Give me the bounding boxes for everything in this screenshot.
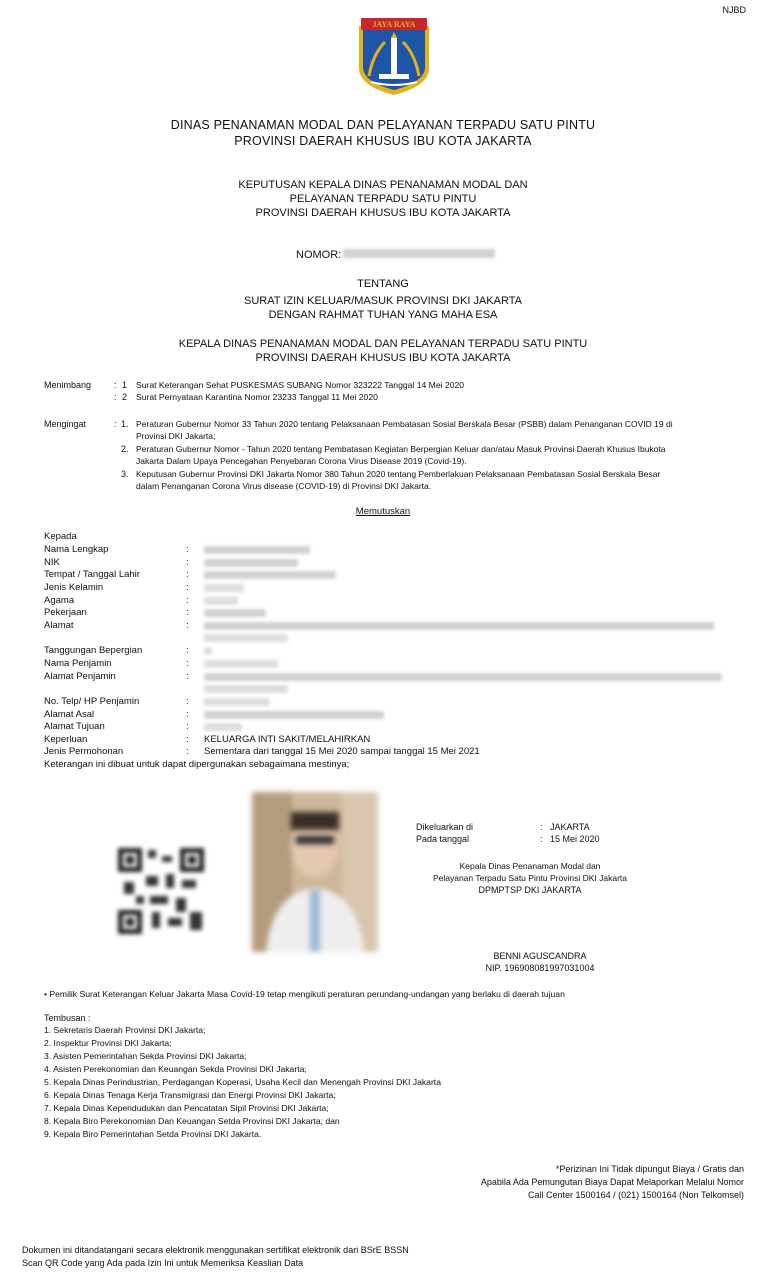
mengingat-colon: : bbox=[114, 419, 117, 429]
label-telp-penjamin: No. Telp/ HP Penjamin bbox=[44, 696, 140, 707]
colon-nama-penjamin: : bbox=[186, 658, 189, 669]
redacted-nomor bbox=[343, 249, 495, 258]
signatory-line2: Pelayanan Terpadu Satu Pintu Provinsi DKI Jakarta bbox=[432, 873, 628, 883]
redacted-nama bbox=[204, 546, 310, 554]
tentang-line1: SURAT IZIN KELUAR/MASUK PROVINSI DKI JAKARTA bbox=[244, 295, 522, 307]
mengingat-item-1-line2: Provinsi DKI Jakarta; bbox=[136, 431, 216, 441]
menimbang-item-1: Surat Keterangan Sehat PUSKESMAS SUBANG Nomor 323222 Tanggal 14 Mei 2020 bbox=[136, 380, 465, 390]
label-keperluan: Keperluan bbox=[44, 734, 88, 745]
tembusan-item-4: 4. Asisten Perekonomian dan Keuangan Sekda Provinsi DKI Jakarta; bbox=[44, 1064, 307, 1074]
value-keperluan: KELUARGA INTI SAKIT/MELAHIRKAN bbox=[204, 734, 371, 745]
redacted-jk bbox=[204, 584, 244, 592]
label-jenis-kelamin: Jenis Kelamin bbox=[44, 582, 104, 593]
redacted-pekerjaan bbox=[204, 609, 266, 617]
mengingat-num-2: 2. bbox=[121, 444, 129, 454]
colon-jk: : bbox=[186, 582, 189, 593]
colon-nik: : bbox=[186, 557, 189, 568]
issued-date-label: Pada tanggal bbox=[416, 834, 470, 844]
signatory-line1: Kepala Dinas Penanaman Modal dan bbox=[459, 861, 601, 871]
kepada-label: Kepada bbox=[44, 531, 77, 542]
redacted-nik bbox=[204, 559, 298, 567]
label-pekerjaan: Pekerjaan bbox=[44, 607, 87, 618]
issued-place-label: Dikeluarkan di bbox=[416, 822, 474, 832]
tentang-label: TENTANG bbox=[357, 278, 409, 290]
signatory-nip: NIP. 196908081997031004 bbox=[485, 963, 595, 973]
redacted-tanggungan bbox=[204, 647, 212, 655]
colon-alamat-asal: : bbox=[186, 709, 189, 720]
jakarta-emblem-logo bbox=[355, 16, 433, 96]
colon-keperluan: : bbox=[186, 734, 189, 745]
menimbang-num-1: 1 bbox=[122, 380, 128, 390]
label-alamat: Alamat bbox=[44, 620, 74, 631]
mengingat-item-3-line1: Keputusan Gubernur Provinsi DKI Jakarta Nomor 380 Tahun 2020 tentang Pemberlakuan Pelaksanaan Pembatasan Sosial Berskala Besar bbox=[136, 469, 661, 479]
redacted-agama bbox=[204, 597, 238, 605]
kepala-line1: KEPALA DINAS PENANAMAN MODAL DAN PELAYANAN TERPADU SATU PINTU bbox=[178, 338, 588, 350]
applicant-photo bbox=[252, 792, 378, 952]
footer-esign-line2: Scan QR Code yang Ada pada Izin Ini untuk Memeriksa Keaslian Data bbox=[22, 1258, 304, 1268]
redacted-alamat-tujuan bbox=[204, 723, 242, 731]
mengingat-label: Mengingat bbox=[44, 419, 87, 429]
tembusan-item-6: 6. Kepala Dinas Tenaga Kerja Transmigrasi dan Energi Provinsi DKI Jakarta; bbox=[44, 1090, 336, 1100]
tembusan-item-7: 7. Kepala Dinas Kependudukan dan Pencatatan Sipil Provinsi DKI Jakarta; bbox=[44, 1103, 329, 1113]
menimbang-num-2: 2 bbox=[122, 392, 128, 402]
tembusan-label: Tembusan : bbox=[44, 1013, 91, 1023]
menimbang-item-2: Surat Pernyataan Karantina Nomor 23233 Tanggal 11 Mei 2020 bbox=[136, 392, 378, 402]
tembusan-item-3: 3. Asisten Pemerintahan Sekda Provinsi DKI Jakarta; bbox=[44, 1051, 247, 1061]
colon-alamat-tujuan: : bbox=[186, 721, 189, 732]
label-ttl: Tempat / Tanggal Lahir bbox=[44, 569, 140, 580]
mengingat-item-2-line1: Peraturan Gubernur Nomor - Tahun 2020 tentang Pembatasan Kegiatan Berpergian Keluar dan/atau Masuk Provinsi Daerah Khusus Ibukota bbox=[136, 444, 666, 454]
menimbang-colon: : bbox=[114, 380, 117, 390]
agency-name-line1: DINAS PENANAMAN MODAL DAN PELAYANAN TERPADU SATU PINTU bbox=[170, 118, 596, 132]
document-code: NJBD bbox=[722, 5, 746, 15]
redacted-ttl bbox=[204, 571, 336, 579]
label-nama-penjamin: Nama Penjamin bbox=[44, 658, 112, 669]
mengingat-num-3: 3. bbox=[121, 469, 129, 479]
colon-agama: : bbox=[186, 595, 189, 606]
menimbang-label: Menimbang bbox=[44, 380, 92, 390]
label-nama-lengkap: Nama Lengkap bbox=[44, 544, 109, 555]
redacted-alamat-asal bbox=[204, 711, 384, 719]
tentang-line2: DENGAN RAHMAT TUHAN YANG MAHA ESA bbox=[268, 309, 498, 321]
svg-text:JAYA RAYA: JAYA RAYA bbox=[372, 20, 416, 29]
colon-tanggungan: : bbox=[186, 645, 189, 656]
decision-title-line2: PELAYANAN TERPADU SATU PINTU bbox=[289, 193, 477, 205]
colon-jenis-permohonan: : bbox=[186, 746, 189, 757]
agency-name-line2: PROVINSI DAERAH KHUSUS IBU KOTA JAKARTA bbox=[234, 134, 532, 148]
value-jenis-permohonan: Sementara dari tanggal 15 Mei 2020 sampai tanggal 15 Mei 2021 bbox=[204, 746, 480, 757]
colon-alamat-penjamin: : bbox=[186, 671, 189, 682]
bullet-note: • Pemilik Surat Keterangan Keluar Jakarta Masa Covid-19 tetap mengikuti peraturan perundang-undangan yang berlaku di daerah tujuan bbox=[44, 989, 565, 999]
mengingat-item-1-line1: Peraturan Gubernur Nomor 33 Tahun 2020 tentang Pelaksanaan Pembatasan Sosial Berskala Besar (PSBB) dalam Penanganan COVID 19 di bbox=[136, 419, 673, 429]
decision-title-line3: PROVINSI DAERAH KHUSUS IBU KOTA JAKARTA bbox=[255, 207, 511, 219]
nomor-label: NOMOR: bbox=[296, 249, 342, 261]
tembusan-item-5: 5. Kepala Dinas Perindustrian, Perdagangan Koperasi, Usaha Kecil dan Menengah Provinsi DKI Jakarta bbox=[44, 1077, 441, 1087]
mengingat-item-3-line2: dalam Penanganan Corona Virus disease (COVID-19) di Provinsi DKI Jakarta. bbox=[136, 481, 432, 491]
label-alamat-asal: Alamat Asal bbox=[44, 709, 95, 720]
redacted-alamat-penjamin-line1 bbox=[204, 673, 722, 681]
signatory-name: BENNI AGUSCANDRA bbox=[493, 951, 587, 961]
tembusan-item-1: 1. Sekretaris Daerah Provinsi DKI Jakarta; bbox=[44, 1025, 206, 1035]
issued-date-value: 15 Mei 2020 bbox=[550, 834, 600, 844]
mengingat-item-2-line2: Jakarta Dalam Upaya Pencegahan Penyebaran Corona Virus Disease 2019 (Covid-19). bbox=[136, 456, 467, 466]
label-nik: NIK bbox=[44, 557, 60, 568]
colon-ttl: : bbox=[186, 569, 189, 580]
fee-notice-line2: Apabila Ada Pemungutan Biaya Dapat Melaporkan Melalui Nomor bbox=[480, 1177, 744, 1187]
footer-esign-line1: Dokumen ini ditandatangani secara elektronik menggunakan sertifikat elektronik dari BSrE BSSN bbox=[22, 1245, 409, 1255]
colon-pekerjaan: : bbox=[186, 607, 189, 618]
qr-code bbox=[116, 846, 206, 936]
tembusan-item-8: 8. Kepala Biro Perekonomian Dan Keuangan Setda Provinsi DKI Jakarta; dan bbox=[44, 1116, 340, 1126]
decision-title-line1: KEPUTUSAN KEPALA DINAS PENANAMAN MODAL DAN bbox=[238, 179, 528, 191]
menimbang-colon-2: : bbox=[114, 392, 117, 402]
keterangan-text: Keterangan ini dibuat untuk dapat dipergunakan sebagaimana mestinya; bbox=[44, 759, 350, 770]
fee-notice-line1: *Perizinan Ini Tidak dipungut Biaya / Gratis dan bbox=[555, 1164, 744, 1174]
label-alamat-penjamin: Alamat Penjamin bbox=[44, 671, 116, 682]
redacted-alamat-line2 bbox=[204, 634, 288, 642]
issued-date-colon: : bbox=[540, 834, 543, 844]
label-jenis-permohonan: Jenis Permohonan bbox=[44, 746, 124, 757]
label-agama: Agama bbox=[44, 595, 75, 606]
signatory-line3: DPMPTSP DKI JAKARTA bbox=[478, 885, 582, 895]
redacted-telp bbox=[204, 698, 270, 706]
redacted-alamat-line1 bbox=[204, 622, 714, 630]
colon-nama: : bbox=[186, 544, 189, 555]
mengingat-num-1: 1. bbox=[121, 419, 129, 429]
label-alamat-tujuan: Alamat Tujuan bbox=[44, 721, 105, 732]
kepala-line2: PROVINSI DAERAH KHUSUS IBU KOTA JAKARTA bbox=[255, 352, 511, 364]
colon-telp: : bbox=[186, 696, 189, 707]
memutuskan-heading: Memutuskan bbox=[355, 506, 411, 517]
fee-notice-line3: Call Center 1500164 / (021) 1500164 (Non Telkomsel) bbox=[528, 1190, 744, 1200]
redacted-nama-penjamin bbox=[204, 660, 278, 668]
tembusan-item-2: 2. Inspektur Provinsi DKI Jakarta; bbox=[44, 1038, 172, 1048]
tembusan-item-9: 9. Kepala Biro Pemerintahan Setda Provinsi DKI Jakarta. bbox=[44, 1129, 262, 1139]
label-tanggungan: Tanggungan Bepergian bbox=[44, 645, 143, 656]
redacted-alamat-penjamin-line2 bbox=[204, 685, 288, 693]
issued-place-colon: : bbox=[540, 822, 543, 832]
colon-alamat: : bbox=[186, 620, 189, 631]
issued-place-value: JAKARTA bbox=[550, 822, 590, 832]
